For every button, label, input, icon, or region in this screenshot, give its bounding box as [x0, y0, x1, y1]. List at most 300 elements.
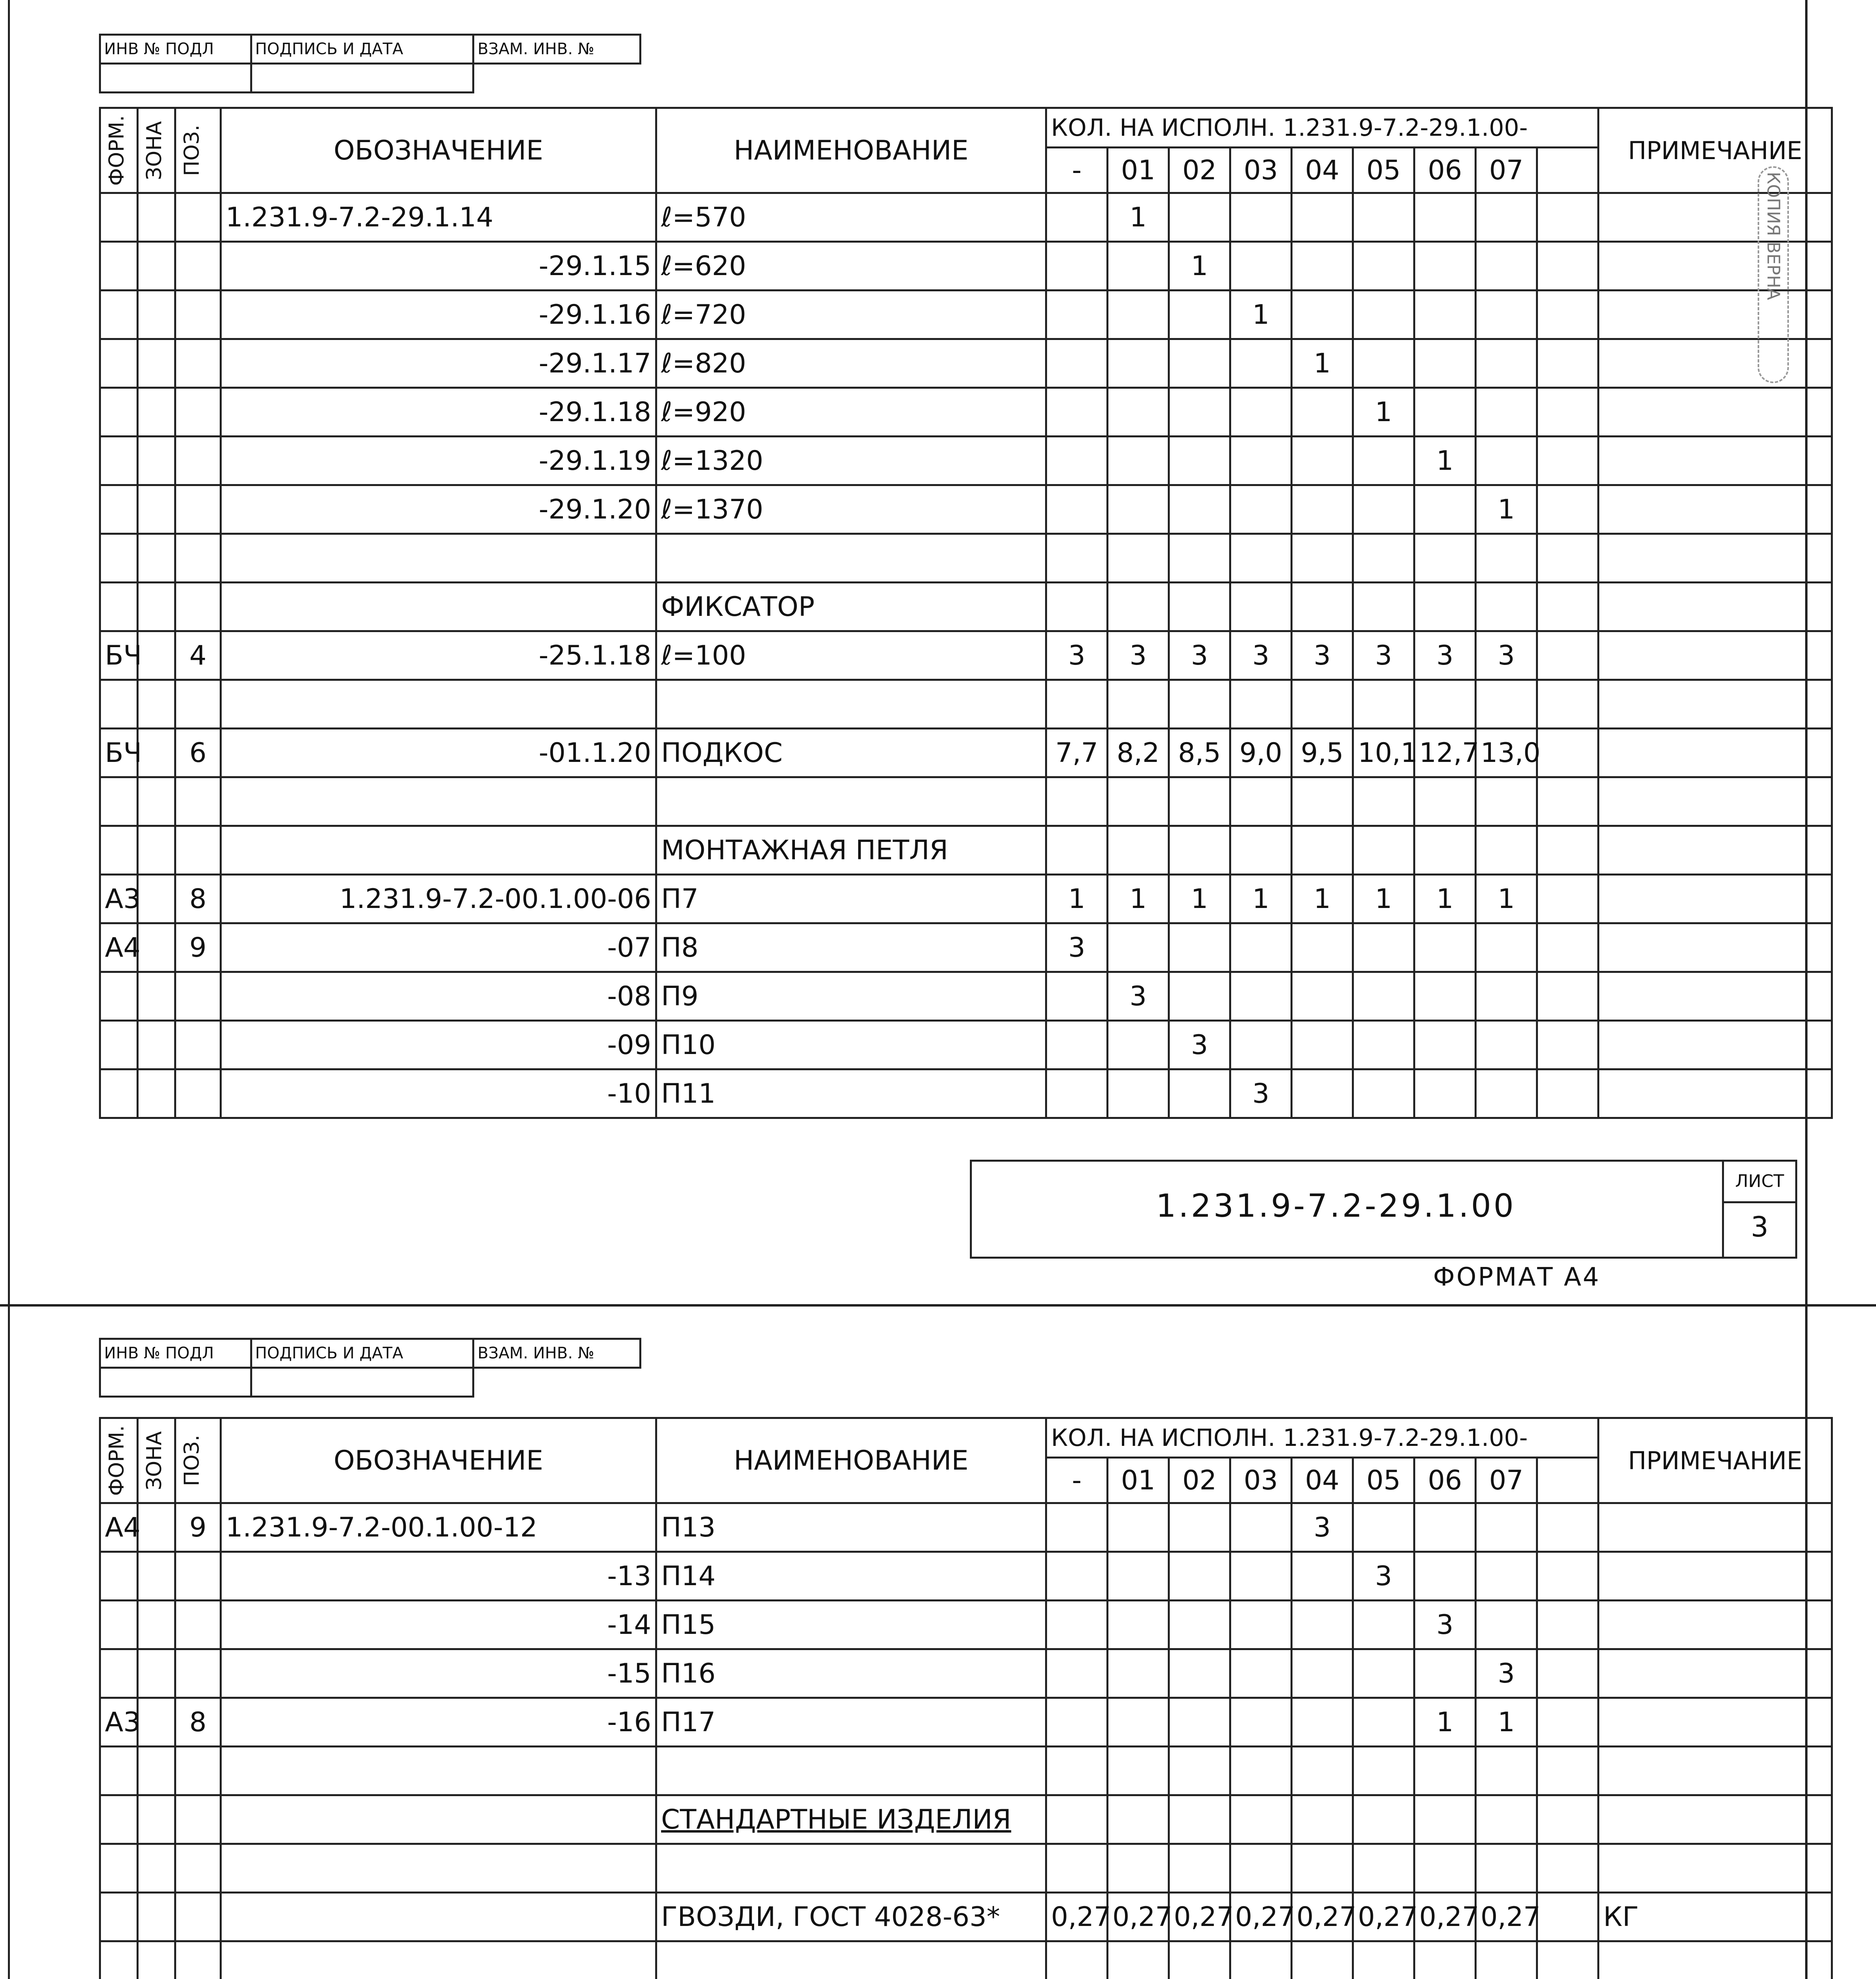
cell-designation: -14 [221, 1601, 656, 1649]
cell-qty [1537, 826, 1598, 875]
cell-pos [175, 1747, 221, 1795]
cell-qty [1476, 193, 1537, 242]
cell-qty [1046, 1503, 1108, 1552]
cell-qty [1169, 826, 1230, 875]
cell-qty [1292, 1844, 1353, 1893]
cell-qty [1046, 826, 1108, 875]
cell-qty [1046, 777, 1108, 826]
cell-qty [1414, 1941, 1476, 1979]
cell-zone [138, 1503, 175, 1552]
table-row [100, 1844, 1832, 1893]
cell-qty: 13,0 [1476, 729, 1537, 777]
cell-qty [1414, 193, 1476, 242]
cell-designation: 1.231.9-7.2-29.1.14 [221, 193, 656, 242]
cell-qty [1169, 1747, 1230, 1795]
cell-qty [1353, 583, 1414, 631]
cell-form [100, 1601, 138, 1649]
cell-zone [138, 972, 175, 1021]
cell-qty [1537, 631, 1598, 680]
cell-qty [1292, 923, 1353, 972]
cell-qty [1230, 1747, 1292, 1795]
cell-qty [1414, 485, 1476, 534]
table-row [100, 437, 1832, 485]
cell-qty [1169, 1069, 1230, 1118]
cell-zone [138, 291, 175, 339]
cell-name [656, 777, 1046, 826]
cell-name: ℓ=620 [656, 242, 1046, 291]
cell-qty [1476, 1601, 1537, 1649]
col-qty-group: КОЛ. НА ИСПОЛН. 1.231.9-7.2-29.1.00- [1046, 108, 1598, 148]
col-pos: ПОЗ. [175, 108, 221, 193]
cell-note: КГ [1598, 1893, 1832, 1941]
cell-form [100, 339, 138, 388]
cell-zone [138, 1601, 175, 1649]
cell-qty [1292, 534, 1353, 583]
cell-qty: 3 [1169, 1021, 1230, 1069]
col-name-2: НАИМЕНОВАНИЕ [656, 1418, 1046, 1503]
cell-form: БЧ [100, 631, 138, 680]
cell-zone [138, 534, 175, 583]
cell-qty [1476, 923, 1537, 972]
cell-qty: 3 [1292, 1503, 1353, 1552]
cell-designation: -29.1.19 [221, 437, 656, 485]
cell-qty [1292, 1021, 1353, 1069]
cell-qty [1476, 1021, 1537, 1069]
cell-pos [175, 1795, 221, 1844]
cell-qty: 3 [1353, 1552, 1414, 1601]
table-row [100, 631, 1832, 680]
cell-form [100, 972, 138, 1021]
cell-note [1598, 291, 1832, 339]
cell-note [1598, 1649, 1832, 1698]
col-zone: ЗОНА [138, 108, 175, 193]
cell-qty [1476, 1747, 1537, 1795]
cell-qty [1169, 1649, 1230, 1698]
cell-name: ℓ=920 [656, 388, 1046, 437]
cell-qty [1414, 534, 1476, 583]
cell-qty [1537, 437, 1598, 485]
cell-qty [1169, 680, 1230, 729]
cell-qty [1230, 1552, 1292, 1601]
cell-qty [1353, 1698, 1414, 1747]
cell-qty [1292, 1649, 1353, 1698]
cell-qty [1108, 1021, 1169, 1069]
cell-qty: 3 [1108, 972, 1169, 1021]
cell-qty [1292, 388, 1353, 437]
cell-pos: 8 [175, 1698, 221, 1747]
cell-pos [175, 1941, 221, 1979]
cell-qty: 3 [1476, 631, 1537, 680]
table-row [100, 777, 1832, 826]
stamp-inv: ИНВ № ПОДЛ [100, 35, 251, 64]
list-label-1: ЛИСТ [1724, 1162, 1795, 1203]
cell-qty [1046, 1552, 1108, 1601]
cell-name: ℓ=1320 [656, 437, 1046, 485]
cell-qty [1292, 1698, 1353, 1747]
cell-qty [1414, 388, 1476, 437]
cell-qty [1169, 1503, 1230, 1552]
cell-qty [1292, 1552, 1353, 1601]
cell-qty [1476, 437, 1537, 485]
cell-qty [1108, 1747, 1169, 1795]
cell-designation: -13 [221, 1552, 656, 1601]
cell-name: ℓ=570 [656, 193, 1046, 242]
cell-designation [221, 777, 656, 826]
variant-col-7: 07 [1476, 1458, 1537, 1503]
cell-designation: -25.1.18 [221, 631, 656, 680]
cell-qty [1537, 972, 1598, 1021]
cell-pos: 9 [175, 1503, 221, 1552]
cell-form [100, 777, 138, 826]
cell-form [100, 242, 138, 291]
cell-qty [1537, 729, 1598, 777]
table-row [100, 1601, 1832, 1649]
table-row [100, 193, 1832, 242]
variant-col-6: 06 [1414, 1458, 1476, 1503]
cell-qty [1537, 875, 1598, 923]
cell-qty [1414, 1844, 1476, 1893]
cell-name [656, 680, 1046, 729]
cell-zone [138, 1021, 175, 1069]
cell-designation: 1.231.9-7.2-00.1.00-12 [221, 1503, 656, 1552]
cell-qty [1353, 1601, 1414, 1649]
list-number-1: 3 [1751, 1211, 1769, 1243]
cell-qty [1046, 972, 1108, 1021]
cell-qty: 1 [1292, 875, 1353, 923]
cell-zone [138, 1552, 175, 1601]
table-row [100, 680, 1832, 729]
cell-qty [1476, 680, 1537, 729]
cell-qty [1108, 923, 1169, 972]
cell-qty [1476, 1552, 1537, 1601]
cell-qty [1108, 291, 1169, 339]
cell-qty [1046, 1021, 1108, 1069]
cell-qty [1476, 534, 1537, 583]
cell-note [1598, 875, 1832, 923]
cell-qty [1169, 1795, 1230, 1844]
cell-qty [1292, 291, 1353, 339]
cell-name: П11 [656, 1069, 1046, 1118]
cell-qty [1292, 1795, 1353, 1844]
cell-qty [1537, 923, 1598, 972]
cell-qty [1108, 388, 1169, 437]
table-row [100, 875, 1832, 923]
variant-col-1: 01 [1108, 1458, 1169, 1503]
variant-col-4: 04 [1292, 148, 1353, 193]
variant-col-0: - [1046, 148, 1108, 193]
cell-qty: 0,27 [1046, 1893, 1108, 1941]
cell-name: П13 [656, 1503, 1046, 1552]
cell-qty [1292, 1941, 1353, 1979]
cell-form [100, 826, 138, 875]
cell-note [1598, 1069, 1832, 1118]
cell-pos [175, 534, 221, 583]
cell-qty [1353, 1649, 1414, 1698]
cell-qty [1230, 388, 1292, 437]
cell-pos [175, 972, 221, 1021]
cell-zone [138, 1795, 175, 1844]
cell-qty [1414, 923, 1476, 972]
table-row [100, 1021, 1832, 1069]
spec-table-1 [99, 107, 1833, 1119]
stamp-table [99, 34, 641, 93]
table-row [100, 388, 1832, 437]
format-label-1: ФОРМАТ А4 [1433, 1263, 1600, 1292]
cell-qty [1537, 1649, 1598, 1698]
cell-qty [1414, 291, 1476, 339]
cell-qty [1537, 680, 1598, 729]
cell-qty [1537, 388, 1598, 437]
cell-qty: 1 [1353, 388, 1414, 437]
cell-qty [1537, 1844, 1598, 1893]
cell-zone [138, 777, 175, 826]
cell-qty [1476, 1844, 1537, 1893]
cell-qty [1537, 1021, 1598, 1069]
cell-qty [1537, 1552, 1598, 1601]
cell-note [1598, 631, 1832, 680]
cell-qty: 1 [1414, 875, 1476, 923]
variant-col-3: 03 [1230, 1458, 1292, 1503]
cell-qty: 8,2 [1108, 729, 1169, 777]
cell-name: П17 [656, 1698, 1046, 1747]
cell-qty: 0,27 [1414, 1893, 1476, 1941]
cell-designation: -09 [221, 1021, 656, 1069]
cell-qty [1230, 1941, 1292, 1979]
cell-qty: 10,1 [1353, 729, 1414, 777]
cell-qty: 3 [1230, 1069, 1292, 1118]
cell-zone [138, 1649, 175, 1698]
cell-name: СТАНДАРТНЫЕ ИЗДЕЛИЯ [656, 1795, 1046, 1844]
cell-qty [1230, 1649, 1292, 1698]
cell-qty [1230, 1503, 1292, 1552]
table-row [100, 826, 1832, 875]
table-row [100, 729, 1832, 777]
table-row [100, 242, 1832, 291]
cell-qty [1046, 1795, 1108, 1844]
variant-col-5: 05 [1353, 1458, 1414, 1503]
cell-note [1598, 437, 1832, 485]
cell-qty [1108, 1601, 1169, 1649]
variant-col-0: - [1046, 1458, 1108, 1503]
cell-qty [1414, 1552, 1476, 1601]
cell-qty [1230, 777, 1292, 826]
variant-col-8 [1537, 148, 1598, 193]
cell-designation: -01.1.20 [221, 729, 656, 777]
cell-qty [1046, 193, 1108, 242]
cell-zone [138, 1844, 175, 1893]
cell-designation [221, 534, 656, 583]
cell-name: ℓ=100 [656, 631, 1046, 680]
variant-col-5: 05 [1353, 148, 1414, 193]
cell-form [100, 1941, 138, 1979]
cell-qty [1292, 193, 1353, 242]
cell-form [100, 1844, 138, 1893]
variant-col-2: 02 [1169, 1458, 1230, 1503]
variant-col-8 [1537, 1458, 1598, 1503]
cell-name: П7 [656, 875, 1046, 923]
cell-qty [1292, 826, 1353, 875]
cell-note [1598, 729, 1832, 777]
cell-name: П10 [656, 1021, 1046, 1069]
cell-qty [1476, 583, 1537, 631]
cell-qty [1537, 1503, 1598, 1552]
cell-designation [221, 1844, 656, 1893]
cell-qty: 7,7 [1046, 729, 1108, 777]
cell-qty [1108, 777, 1169, 826]
cell-zone [138, 583, 175, 631]
cell-qty [1169, 583, 1230, 631]
cell-form [100, 534, 138, 583]
col-form: ФОРМ. [100, 108, 138, 193]
col-form-2: ФОРМ. [100, 1418, 138, 1503]
table-row [100, 291, 1832, 339]
cell-zone [138, 1941, 175, 1979]
cell-note [1598, 1601, 1832, 1649]
cell-qty [1414, 680, 1476, 729]
cell-qty [1230, 437, 1292, 485]
spec-table-2 [99, 1417, 1833, 1979]
cell-form [100, 1649, 138, 1698]
cell-designation: -29.1.16 [221, 291, 656, 339]
cell-name: ℓ=820 [656, 339, 1046, 388]
cell-qty: 1 [1476, 1698, 1537, 1747]
cell-qty [1046, 534, 1108, 583]
cell-note [1598, 826, 1832, 875]
cell-qty [1169, 437, 1230, 485]
table-row [100, 1893, 1832, 1941]
cell-pos [175, 680, 221, 729]
stamp-cell [100, 1368, 251, 1397]
cell-qty [1414, 1747, 1476, 1795]
cell-form [100, 193, 138, 242]
cell-qty: 3 [1476, 1649, 1537, 1698]
cell-qty: 3 [1414, 631, 1476, 680]
list-box-1 [1722, 1160, 1797, 1259]
cell-qty [1414, 339, 1476, 388]
cell-qty [1353, 777, 1414, 826]
cell-qty [1230, 193, 1292, 242]
cell-note [1598, 972, 1832, 1021]
cell-pos: 4 [175, 631, 221, 680]
cell-qty [1414, 1503, 1476, 1552]
cell-qty [1169, 534, 1230, 583]
cell-designation: 1.231.9-7.2-00.1.00-06 [221, 875, 656, 923]
cell-qty [1230, 1601, 1292, 1649]
cell-qty [1476, 826, 1537, 875]
cell-pos [175, 242, 221, 291]
cell-pos [175, 339, 221, 388]
cell-qty [1169, 388, 1230, 437]
cell-qty [1046, 388, 1108, 437]
cell-qty [1046, 1649, 1108, 1698]
table-row [100, 1503, 1832, 1552]
cell-qty [1353, 826, 1414, 875]
cell-qty [1230, 972, 1292, 1021]
cell-note [1598, 242, 1832, 291]
col-designation: ОБОЗНАЧЕНИЕ [221, 108, 656, 193]
cell-pos [175, 437, 221, 485]
stamp-cell [251, 64, 473, 93]
cell-name: ℓ=1370 [656, 485, 1046, 534]
table-row [100, 339, 1832, 388]
cell-designation: -29.1.20 [221, 485, 656, 534]
table-row [100, 923, 1832, 972]
cell-qty [1476, 972, 1537, 1021]
cell-qty [1046, 583, 1108, 631]
cell-note [1598, 485, 1832, 534]
cell-note [1598, 534, 1832, 583]
cell-qty [1476, 1503, 1537, 1552]
cell-zone [138, 680, 175, 729]
cell-note [1598, 1503, 1832, 1552]
cell-note [1598, 193, 1832, 242]
cell-qty: 1 [1476, 875, 1537, 923]
cell-qty: 3 [1353, 631, 1414, 680]
cell-name: П9 [656, 972, 1046, 1021]
cell-qty [1169, 1552, 1230, 1601]
cell-pos [175, 826, 221, 875]
table-row [100, 972, 1832, 1021]
cell-qty [1046, 1698, 1108, 1747]
cell-qty [1353, 339, 1414, 388]
cell-qty: 1 [1169, 242, 1230, 291]
cell-designation [221, 1795, 656, 1844]
sheet-2 [0, 1306, 1876, 1979]
cell-designation: -29.1.18 [221, 388, 656, 437]
cell-qty [1108, 680, 1169, 729]
cell-name: П16 [656, 1649, 1046, 1698]
cell-qty [1353, 1844, 1414, 1893]
cell-zone [138, 339, 175, 388]
cell-pos [175, 1893, 221, 1941]
cell-qty [1537, 777, 1598, 826]
cell-qty [1108, 1698, 1169, 1747]
cell-qty [1108, 242, 1169, 291]
cell-qty [1108, 437, 1169, 485]
cell-qty [1230, 1795, 1292, 1844]
col-zone-2: ЗОНА [138, 1418, 175, 1503]
cell-qty [1108, 1503, 1169, 1552]
copy-stamp: КОПИЯ ВЕРНА [1758, 166, 1789, 383]
cell-qty [1353, 972, 1414, 1021]
variant-col-4: 04 [1292, 1458, 1353, 1503]
cell-qty [1108, 339, 1169, 388]
cell-qty [1292, 972, 1353, 1021]
cell-designation: -29.1.17 [221, 339, 656, 388]
cell-qty: 3 [1230, 631, 1292, 680]
cell-qty [1353, 485, 1414, 534]
cell-qty [1292, 680, 1353, 729]
cell-form [100, 1747, 138, 1795]
cell-note [1598, 1021, 1832, 1069]
table-row [100, 1941, 1832, 1979]
cell-qty [1046, 1941, 1108, 1979]
cell-qty: 3 [1108, 631, 1169, 680]
cell-qty [1414, 1069, 1476, 1118]
cell-qty [1414, 1021, 1476, 1069]
table-row [100, 1795, 1832, 1844]
cell-qty [1353, 193, 1414, 242]
cell-qty [1046, 437, 1108, 485]
table-row [100, 1747, 1832, 1795]
cell-qty [1414, 826, 1476, 875]
cell-qty [1353, 1747, 1414, 1795]
cell-pos [175, 1069, 221, 1118]
cell-qty [1353, 1941, 1414, 1979]
cell-qty: 1 [1230, 291, 1292, 339]
cell-qty [1537, 1747, 1598, 1795]
cell-qty [1292, 1601, 1353, 1649]
